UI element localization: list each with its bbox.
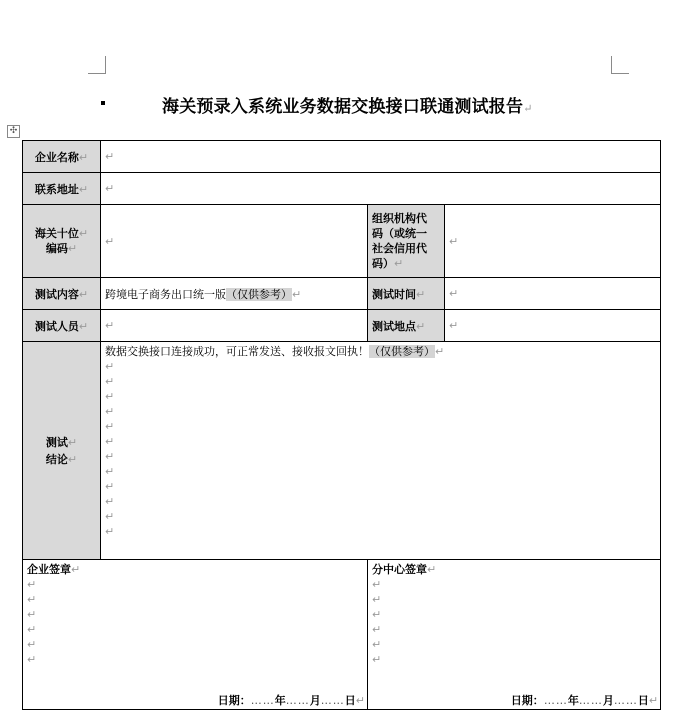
company-seal-label: 企业签章 <box>27 563 71 576</box>
page-margin-corner-right <box>611 56 629 74</box>
customs-code-label: 海关十位↵ 编码↵ <box>23 205 101 278</box>
test-time-label: 测试时间↵ <box>368 278 445 310</box>
row-company-name <box>23 141 661 173</box>
test-content-label: 测试内容↵ <box>23 278 101 310</box>
address-cell[interactable]: ↵ <box>101 173 661 205</box>
row-tester <box>23 310 661 342</box>
row-address <box>23 173 661 205</box>
report-form-table <box>22 140 661 710</box>
customs-code-cell[interactable]: ↵ <box>101 205 368 278</box>
row-signatures <box>23 560 661 710</box>
test-time-cell[interactable]: ↵ <box>445 278 661 310</box>
table-move-handle-icon[interactable]: ✣ <box>7 125 20 138</box>
document-title[interactable] <box>162 92 533 117</box>
center-date-line: 日期：……年……月……日↵ <box>510 694 659 707</box>
conclusion-cell[interactable]: 数据交换接口连接成功，可正常发送、接收报文回执！（仅供参考）↵ ↵ ↵ ↵ ↵ ↵ ↵ ↵ ↵ ↵ ↵ ↵ ↵ <box>101 342 661 560</box>
company-name-cell[interactable]: ↵ <box>101 141 661 173</box>
org-code-cell[interactable]: ↵ <box>445 205 661 278</box>
row-codes <box>23 205 661 278</box>
title-text: 海关预录入系统业务数据交换接口联通测试报告 <box>162 97 524 117</box>
test-location-cell[interactable]: ↵ <box>445 310 661 342</box>
center-seal-label: 分中心签章 <box>372 563 427 576</box>
row-test-content <box>23 278 661 310</box>
tester-label: 测试人员↵ <box>23 310 101 342</box>
page-margin-corner-left <box>88 56 106 74</box>
tester-cell[interactable]: ↵ <box>101 310 368 342</box>
company-date-line: 日期：……年……月……日↵ <box>217 694 365 707</box>
row-conclusion <box>23 342 661 560</box>
conclusion-label: 测试↵ 结论↵ <box>23 342 101 560</box>
company-name-label: 企业名称↵ <box>23 141 101 173</box>
org-code-label: 组织机构代 码（或统一 社会信用代 码）↵ <box>368 205 445 278</box>
test-content-note: （仅供参考） <box>226 287 292 301</box>
test-content-value: 跨境电子商务出口统一版 <box>105 287 226 301</box>
center-seal-cell[interactable]: 分中心签章↵ ↵ ↵ ↵ ↵ ↵ ↵ 日期：……年……月……日↵ <box>368 560 661 710</box>
test-location-label: 测试地点↵ <box>368 310 445 342</box>
address-label: 联系地址↵ <box>23 173 101 205</box>
bullet-marker <box>101 101 105 105</box>
company-seal-cell[interactable]: 企业签章↵ ↵ ↵ ↵ ↵ ↵ ↵ 日期：……年……月……日↵ <box>23 560 368 710</box>
test-content-cell[interactable]: 跨境电子商务出口统一版（仅供参考）↵ <box>101 278 368 310</box>
conclusion-text-line: 数据交换接口连接成功，可正常发送、接收报文回执！（仅供参考）↵ <box>105 345 445 358</box>
paragraph-mark: ↵ <box>523 102 533 115</box>
